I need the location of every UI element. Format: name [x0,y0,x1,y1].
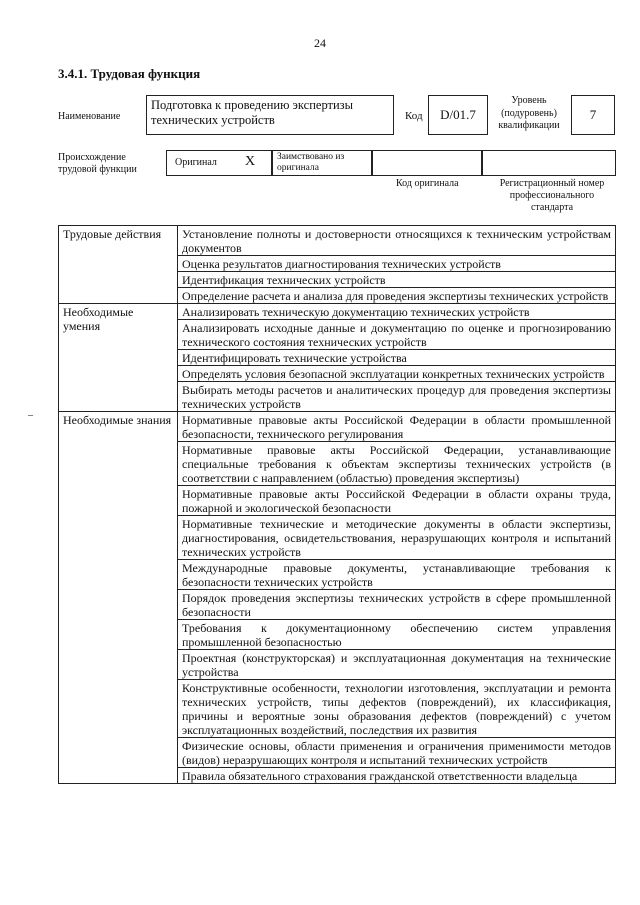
category-cell: Необходимые знания [59,412,178,784]
item-cell: Нормативные правовые акты Российской Федерации в области промышленной безопасности, технического регулирования [178,412,616,442]
reg-number-label: Регистрационный номер профессионального стандарта [499,178,605,213]
item-cell: Выбирать методы расчетов и аналитических процедур для проведения экспертизы технических устройств [178,382,616,412]
item-cell: Порядок проведения экспертизы технических устройств в сфере промышленной безопасности [178,590,616,620]
item-cell: Требования к документационному обеспечению систем управления промышленной безопасностью [178,620,616,650]
page-number: 24 [314,36,326,50]
item-cell: Нормативные технические и методические документы в области экспертизы, диагностирования, освидетельствования, неразрушающих контроля и испытаний технических устройств [178,516,616,560]
reg-number-cell [482,150,616,176]
margin-mark: – [28,410,33,421]
item-cell: Идентифицировать технические устройства [178,350,616,366]
item-cell: Проектная (конструкторская) и эксплуатационная документация на технические устройства [178,650,616,680]
original-cell [166,150,272,176]
item-cell: Нормативные правовые акты Российской Федерации в области охраны труда, пожарной и экологической безопасности [178,486,616,516]
name-label: Наименование [58,111,121,122]
item-cell: Правила обязательного страхования гражданской ответственности владельца [178,768,616,784]
item-cell: Физические основы, области применения и ограничения применимости методов (видов) неразрушающих контроля и испытаний технических устройств [178,738,616,768]
name-value: Подготовка к проведению экспертизы технических устройств [146,95,394,135]
item-cell: Установление полноты и достоверности относящихся к техническим устройствам документов [178,226,616,256]
code-value: D/01.7 [428,95,488,135]
original-mark: X [245,154,256,169]
table-row [59,304,616,320]
item-cell: Анализировать исходные данные и документацию по оценке и прогнозированию технического состояния технических устройств [178,320,616,350]
origin-label: Происхождение трудовой функции [58,152,137,175]
code-original-label: Код оригинала [396,178,459,189]
item-cell: Оценка результатов диагностирования технических устройств [178,256,616,272]
level-label: Уровень (подуровень) квалификации [498,95,560,131]
table-row [59,412,616,442]
function-table [58,225,616,784]
item-cell: Идентификация технических устройств [178,272,616,288]
item-cell: Международные правовые документы, устанавливающие требования к безопасности технических устройств [178,560,616,590]
item-cell: Нормативные правовые акты Российской Федерации, устанавливающие специальные требования к объектам экспертизы технических устройств (в соответствии с направлением (областью) проведения экспертизы) [178,442,616,486]
item-cell: Анализировать техническую документацию технических устройств [178,304,616,320]
category-cell: Трудовые действия [59,226,178,304]
category-cell: Необходимые умения [59,304,178,412]
item-cell: Определение расчета и анализа для проведения экспертизы технических устройств [178,288,616,304]
original-label: Оригинал [175,157,217,168]
item-cell: Определять условия безопасной эксплуатации конкретных технических устройств [178,366,616,382]
level-value: 7 [571,95,615,135]
table-row [59,226,616,256]
item-cell: Конструктивные особенности, технологии изготовления, эксплуатации и ремонта технических устройств, типы дефектов (повреждений), их классификация, причины и вероятные зоны образования дефектов (повреждений) с учетом эксплуатационных воздействий, последствия их развития [178,680,616,738]
code-original-cell [372,150,482,176]
code-label: Код [405,110,423,122]
section-title: 3.4.1. Трудовая функция [58,66,201,81]
borrowed-label: Заимствовано из оригинала [272,150,372,176]
